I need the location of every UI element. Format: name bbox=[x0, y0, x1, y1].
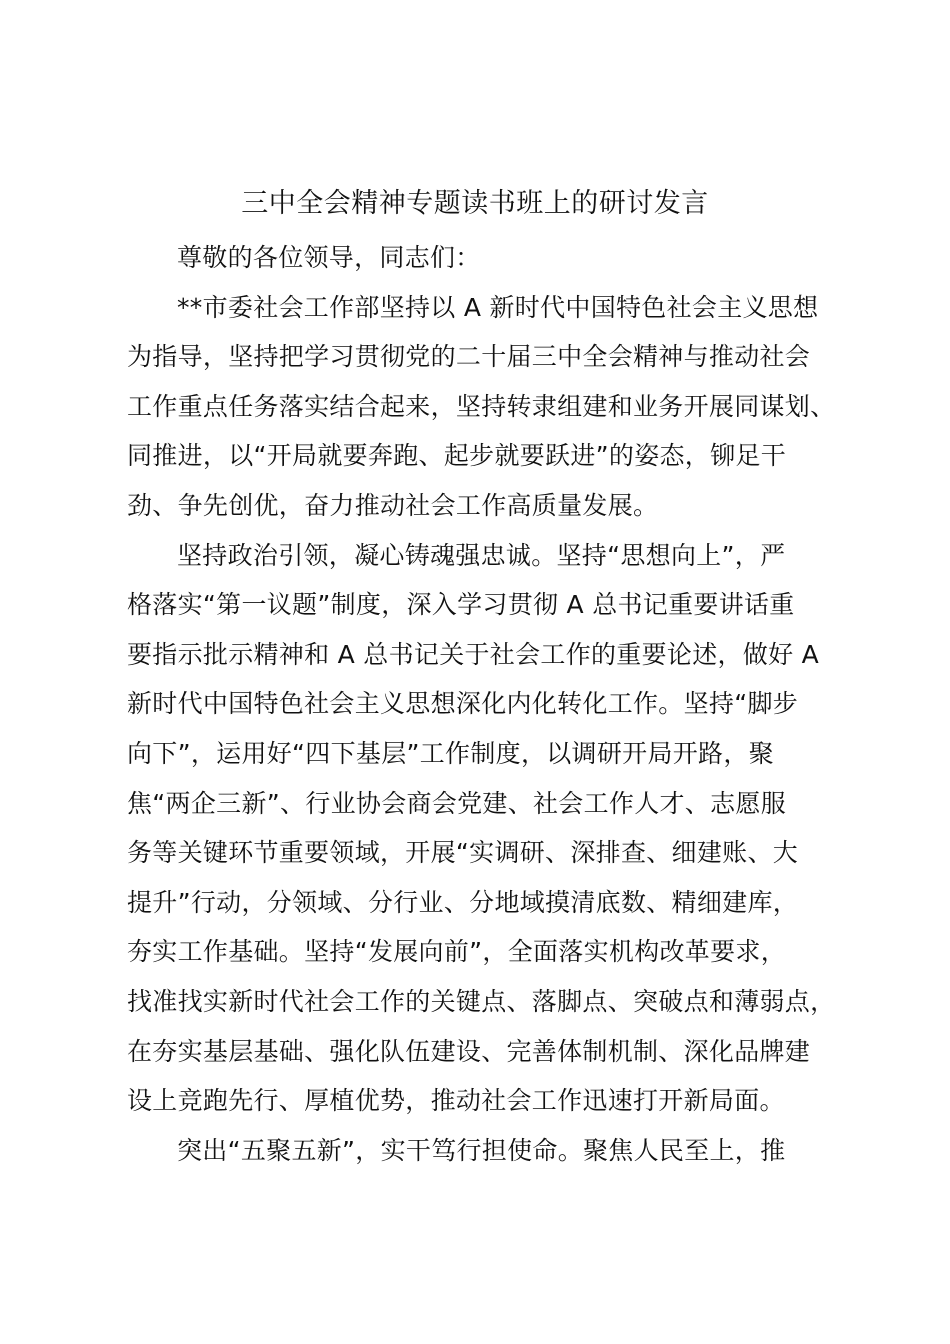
text-line: 焦“两企三新”、行业协会商会党建、社会工作人才、志愿服 bbox=[127, 788, 787, 818]
political-guidance-paragraph bbox=[127, 531, 836, 1126]
document-body bbox=[127, 233, 836, 1175]
salutation-paragraph bbox=[127, 233, 833, 283]
text-line: 工作重点任务落实结合起来，坚持转隶组建和业务开展同谋划、 bbox=[127, 391, 836, 421]
five-focus-paragraph bbox=[127, 1126, 833, 1176]
text-line: 向下”，运用好“四下基层”工作制度，以调研开局开路，聚 bbox=[127, 738, 774, 768]
text-line: 新时代中国特色社会主义思想深化内化转化工作。坚持“脚步 bbox=[127, 689, 799, 719]
text-line: 尊敬的各位领导，同志们： bbox=[177, 243, 481, 272]
intro-paragraph bbox=[127, 283, 836, 531]
text-line: 设上竞跑先行、厚植优势，推动社会工作迅速打开新局面。 bbox=[127, 1086, 785, 1116]
text-line: **市委社会工作部坚持以 A 新时代中国特色社会主义思想 bbox=[177, 292, 819, 322]
text-line: 要指示批示精神和 A 总书记关于社会工作的重要论述，做好 A bbox=[127, 639, 820, 669]
text-line: 同推进，以“开局就要奔跑、起步就要跃进”的姿态，铆足干 bbox=[127, 441, 787, 471]
text-line: 为指导，坚持把学习贯彻党的二十届三中全会精神与推动社会 bbox=[127, 342, 811, 372]
text-line: 劲、争先创优，奋力推动社会工作高质量发展。 bbox=[127, 490, 659, 520]
text-line: 坚持政治引领，凝心铸魂强忠诚。坚持“思想向上”，严 bbox=[177, 540, 786, 570]
document-title: 三中全会精神专题读书班上的研讨发言 bbox=[241, 188, 709, 219]
text-line: 务等关键环节重要领域，开展“实调研、深排查、细建账、大 bbox=[127, 838, 799, 868]
text-line: 格落实“第一议题”制度，深入学习贯彻 A 总书记重要讲话重 bbox=[127, 590, 795, 620]
text-line: 找准找实新时代社会工作的关键点、落脚点、突破点和薄弱点， bbox=[127, 986, 836, 1016]
text-line: 在夯实基层基础、强化队伍建设、完善体制机制、深化品牌建 bbox=[127, 1036, 811, 1066]
text-line: 突出“五聚五新”，实干笃行担使命。聚焦人民至上，推 bbox=[177, 1135, 786, 1165]
text-line: 夯实工作基础。坚持“发展向前”，全面落实机构改革要求， bbox=[127, 937, 787, 967]
text-line: 提升”行动，分领域、分行业、分地域摸清底数、精细建库， bbox=[127, 887, 799, 917]
